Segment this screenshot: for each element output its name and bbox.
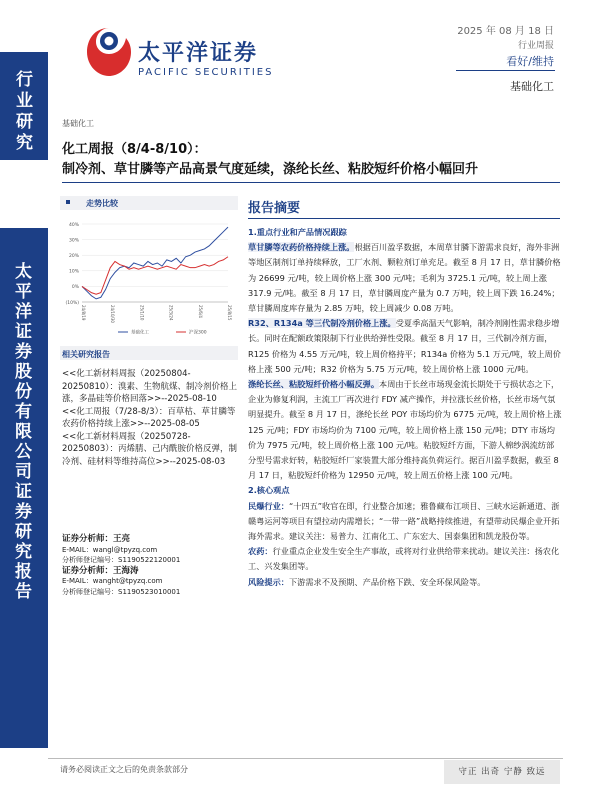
paragraph-refrigerant [248,316,562,377]
x-tick-label: 24/8/19 [81,305,86,321]
paragraph-text: 受夏季高温天气影响，制冷剂刚性需求稳步增长。同时在配额政策限制下行业供给弹性受限。截至 8 月 17 日，三代制冷剂方面，R125 价格为 4.55 万元/吨，较上周价格持平；R134a 价格为 5.1 万元/吨，较上周价格上涨 500 元/吨；R32 价格为 5.75 万元/吨，较上周价格上涨 1000 元/吨。 [248,318,561,374]
paragraph-lead: 草甘膦等农药价格持续上涨。 [248,242,355,253]
trend-section-title: 走势比较 [86,199,118,208]
paragraph-risk [248,575,562,590]
analyst-name: 王海涛 [113,565,139,576]
x-tick-label: 25/6/4 [197,305,203,318]
series-line-1 [82,257,228,294]
footer-disclaimer: 请务必阅读正文之后的免责条款部分 [60,765,188,774]
series-line-0 [82,227,228,299]
paragraph-text: 行业重点企业发生安全生产事故，或将对行业供给带来扰动。建议关注：扬农化工、兴发集团等。 [248,546,560,572]
related-reports-list [62,368,242,468]
abstract-body [248,225,562,590]
analyst-1 [62,534,242,545]
x-tick-label: 24/10/30 [110,305,116,323]
legend-label: 基础化工 [131,330,149,336]
related-report-item[interactable]: <<化工周报（7/28-8/3）：百草枯、草甘膦等农药价格持续上涨>>--2025-08-05 [62,406,236,429]
analyst-cert: 分析师登记编号：S1190523010001 [62,587,181,596]
report-date: 2025 年 08 月 18 日 [457,26,554,37]
paragraph-text: 根据百川盈孚数据，本周草甘膦下游需求良好，海外非洲等地区制剂订单持续释放，工厂水剂、颗粒剂订单充足。截至 8 月 17 日，草甘膦价格为 26699 元/吨，较上周价格上涨 300 元/吨；毛利为 3725.1 元/吨，较上周上涨 317.9 元/吨。截至 8 月 17 日，草甘膦周度产量为 0.7 万吨，较上周下跌 16.24%；草甘膦周度库存量为 2.85 万吨，较上周减少 0.08 万吨。 [248,242,561,314]
analyst-label: 证券分析师： [62,565,114,576]
analyst-name: 王亮 [113,534,131,544]
footer-motto: 守正 出奇 宁静 致远 [444,760,560,784]
x-tick-label: 25/8/15 [227,305,232,321]
section-heading: 1.重点行业和产品情况跟踪 [248,227,347,237]
legend-label: 沪深300 [189,330,207,336]
paragraph-polyester [248,377,562,483]
paragraph-glyphosate [248,240,562,316]
title-divider [62,182,560,183]
header-divider [456,70,555,71]
related-section-title: 相关研究报告 [62,350,110,359]
section-heading: 2.核心观点 [248,485,290,496]
paragraph-text: 本周由于长丝市场现金流长期处于亏损状态之下，企业为修复利润，主流工厂再次进行 FDY 减产操作，并拉涨长丝价格，长丝市场气氛明显提升。截至 8 月 17 日，涤纶长丝 POY 市场均价为 6775 元/吨，较上周价格上涨 125 元/吨；FDY 市场均价为 7100 元/吨，较上周价格上涨 150 元/吨；DTY 市场均价为 7975 元/吨，较上周价格上涨 100 元/吨。粘胶短纤方面，下游人棉纱涡流纺部分型号需求好转，粘胶短纤厂家装置大部分维持高负荷运行。据百川盈孚数据，截至 8 月 17 日，粘胶短纤价格为 12950 元/吨，较上周五价格上涨 100 元/吨。 [248,379,562,481]
related-report-item[interactable]: <<化工新材料周报（20250728-20250803）：丙烯腈、己内酰胺价格反弹，制冷剂、硅材料等维持高位>>--2025-08-03 [62,431,238,467]
y-tick-label: 40% [68,222,79,228]
y-tick-label: (10%) [65,300,79,306]
bullet-square-icon [66,200,70,204]
paragraph-lead: 农药： [248,546,273,557]
y-tick-label: 20% [68,254,79,259]
abstract-divider [248,218,560,219]
breadcrumb: 基础化工 [62,119,94,128]
analyst-cert: 分析师登记编号：S1190522120001 [62,556,181,564]
sidebar-bottom-label: 太平洋证券股份有限公司证券研究报告 [11,262,31,602]
sidebar-bottom-banner [0,228,48,748]
report-title-line2: 制冷剂、草甘膦等产品高景气度延续，涤纶长丝、粘胶短纤价格小幅回升 [62,162,479,177]
analyst-email[interactable]: E-MAIL：wanght@tpyzq.com [62,577,163,585]
sidebar-top-label: 行业研究 [12,70,32,154]
paragraph-lead: 风险提示： [248,576,289,587]
report-title-line1: 化工周报（8/4-8/10）： [62,142,207,157]
report-type: 行业周报 [517,41,554,51]
y-tick-label: 0% [71,285,79,291]
brand-name-en: PACIFIC SECURITIES [138,67,274,78]
sidebar-top-banner [0,52,48,160]
trend-chart [60,218,236,340]
y-tick-label: 30% [68,238,79,244]
analyst-email[interactable]: E-MAIL：wangl@tpyzq.com [62,545,158,554]
pacific-securities-logo-icon [84,24,134,80]
paragraph-lead: R32、R134a 等三代制冷剂价格上涨。 [248,318,396,329]
analyst-label: 证券分析师： [62,534,114,544]
brand-name-cn: 太平洋证券 [138,41,259,66]
paragraph-text: 下游需求不及预期、产品价格下跌、安全环保风险等。 [288,576,486,587]
paragraph-lead: 民爆行业： [248,500,289,511]
analyst-2 [62,566,242,577]
y-tick-label: 10% [68,269,79,275]
abstract-title: 报告摘要 [248,201,301,216]
paragraph-text: “十四五”收官在即，行业整合加速；雅鲁藏布江项目、三峡水运新通道、浙赣粤运河等项目有望拉动内需增长；“一带一路”战略持续推进，有望带动民爆企业开拓海外需求。建议关注：易普力、江南化工、广东宏大、国泰集团和凯龙股份等。 [248,500,560,542]
paragraph-explosives [248,499,562,545]
x-tick-label: 25/3/24 [168,305,174,321]
footer-divider [48,758,563,759]
analyst-info [62,534,242,597]
rating: 看好/维持 [506,55,554,68]
paragraph-lead: 涤纶长丝、粘胶短纤价格小幅反弹。 [248,379,380,390]
industry-label: 基础化工 [510,80,554,93]
related-report-item[interactable]: <<化工新材料周报（20250804-20250810）：溴素、生物航煤、制冷剂价格上涨，多晶硅等价格回落>>--2025-08-10 [62,369,238,404]
paragraph-pesticide [248,544,562,574]
x-tick-label: 25/1/10 [139,305,145,321]
